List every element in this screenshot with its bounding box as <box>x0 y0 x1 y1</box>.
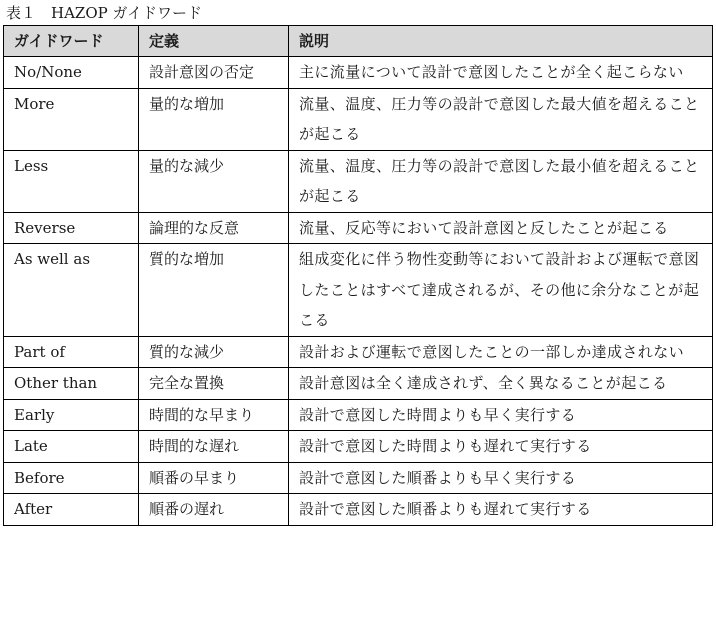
guideword-cell: More <box>4 88 139 150</box>
column-header-guideword: ガイドワード <box>4 26 139 57</box>
definition-cell: 質的な減少 <box>139 336 289 368</box>
table-row <box>4 336 713 368</box>
table-row <box>4 462 713 494</box>
description-cell: 組成変化に伴う物性変動等において設計および運転で意図したことはすべて達成されるが、その他に余分なことが起こる <box>289 244 713 337</box>
definition-cell: 順番の早まり <box>139 462 289 494</box>
table-row <box>4 150 713 212</box>
definition-cell: 順番の遅れ <box>139 494 289 526</box>
description-cell: 設計で意図した順番よりも遅れて実行する <box>289 494 713 526</box>
guideword-cell: Before <box>4 462 139 494</box>
table-row <box>4 57 713 89</box>
description-cell: 流量、温度、圧力等の設計で意図した最大値を超えることが起こる <box>289 88 713 150</box>
guideword-cell: Early <box>4 399 139 431</box>
table-caption: 表１ HAZOP ガイドワード <box>6 4 203 22</box>
guideword-cell: Late <box>4 431 139 463</box>
description-cell: 設計で意図した順番よりも早く実行する <box>289 462 713 494</box>
definition-cell: 量的な増加 <box>139 88 289 150</box>
column-header-definition: 定義 <box>139 26 289 57</box>
table-row <box>4 244 713 337</box>
header-row <box>4 26 713 57</box>
guideword-cell: Other than <box>4 368 139 400</box>
table-row <box>4 431 713 463</box>
guideword-cell: Less <box>4 150 139 212</box>
description-cell: 設計で意図した時間よりも遅れて実行する <box>289 431 713 463</box>
definition-cell: 設計意図の否定 <box>139 57 289 89</box>
column-header-description: 説明 <box>289 26 713 57</box>
definition-cell: 時間的な早まり <box>139 399 289 431</box>
definition-cell: 時間的な遅れ <box>139 431 289 463</box>
definition-cell: 量的な減少 <box>139 150 289 212</box>
description-cell: 設計意図は全く達成されず、全く異なることが起こる <box>289 368 713 400</box>
guideword-cell: No/None <box>4 57 139 89</box>
description-cell: 主に流量について設計で意図したことが全く起こらない <box>289 57 713 89</box>
hazop-guideword-table <box>3 25 713 526</box>
table-row <box>4 494 713 526</box>
guideword-cell: As well as <box>4 244 139 337</box>
description-cell: 設計および運転で意図したことの一部しか達成されない <box>289 336 713 368</box>
guideword-cell: Part of <box>4 336 139 368</box>
definition-cell: 論理的な反意 <box>139 212 289 244</box>
description-cell: 設計で意図した時間よりも早く実行する <box>289 399 713 431</box>
guideword-cell: Reverse <box>4 212 139 244</box>
definition-cell: 質的な増加 <box>139 244 289 337</box>
definition-cell: 完全な置換 <box>139 368 289 400</box>
guideword-cell: After <box>4 494 139 526</box>
description-cell: 流量、反応等において設計意図と反したことが起こる <box>289 212 713 244</box>
table-row <box>4 212 713 244</box>
table-row <box>4 368 713 400</box>
table-row <box>4 88 713 150</box>
table-row <box>4 399 713 431</box>
description-cell: 流量、温度、圧力等の設計で意図した最小値を超えることが起こる <box>289 150 713 212</box>
